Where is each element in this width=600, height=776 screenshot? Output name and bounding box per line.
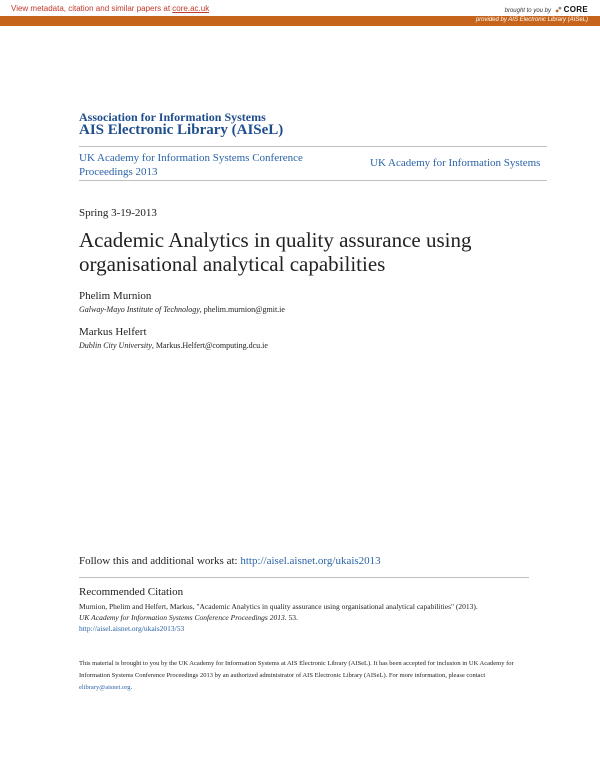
author-institution: Dublin City University <box>79 341 152 350</box>
follow-line <box>79 555 381 567</box>
citation-url[interactable]: http://aisel.aisnet.org/ukais2013/53 <box>79 624 185 633</box>
library-name[interactable]: AIS Electronic Library (AISeL) <box>79 122 284 138</box>
citation-source: UK Academy for Information Systems Conference Proceedings 2013 <box>79 613 285 622</box>
core-logo[interactable]: CORE <box>563 5 588 14</box>
citation-heading: Recommended Citation <box>79 586 184 598</box>
metadata-link[interactable] <box>11 4 209 13</box>
citation-page: . 53. <box>284 613 298 622</box>
provided-by-text[interactable]: provided by AIS Electronic Library (AISeL) <box>475 17 588 23</box>
author-email[interactable]: Markus.Helfert@computing.dcu.ie <box>155 341 268 350</box>
divider-bottom <box>79 180 547 181</box>
author-affiliation: Galway-Mayo Institute of Technology, phelim.murnion@gmit.ie <box>79 305 285 314</box>
divider-top <box>79 146 547 147</box>
author-name[interactable]: Markus Helfert <box>79 326 147 338</box>
paper-title: Academic Analytics in quality assurance using organisational analytical capabilities <box>79 228 472 276</box>
brought-by-text: brought to you by <box>504 8 551 14</box>
follow-text: Follow this and additional works at: <box>79 555 241 567</box>
divider-citation <box>79 577 529 578</box>
author-name[interactable]: Phelim Murnion <box>79 290 152 302</box>
citation-body <box>79 601 539 634</box>
contact-email-link[interactable]: elibrary@aisnet.org <box>79 684 131 691</box>
provided-by-bar <box>0 16 600 26</box>
author-affiliation: Dublin City University, Markus.Helfert@computing.dcu.ie <box>79 341 268 350</box>
proceedings-link[interactable]: UK Academy for Information Systems Conference Proceedings 2013 <box>79 152 303 178</box>
core-logo-icon <box>555 6 562 13</box>
follow-link[interactable]: http://aisel.aisnet.org/ukais2013 <box>240 555 381 567</box>
author-institution: Galway-Mayo Institute of Technology <box>79 305 200 314</box>
publication-date: Spring 3-19-2013 <box>79 207 157 219</box>
notice-text: This material is brought to you by the UK Academy for Information Systems at AIS Electronic Library (AISeL). It has been accepted for inclusion in UK Academy for Information Systems Conference Proceedings 2013 by an authorized administrator of AIS Electronic Library (AISeL). For more information, please contact <box>79 660 514 679</box>
association-name[interactable]: Association for Information Systems <box>79 110 266 124</box>
metadata-text: View metadata, citation and similar papers at <box>11 4 173 13</box>
core-header <box>0 0 600 16</box>
author-email[interactable]: phelim.murnion@gmit.ie <box>203 305 285 314</box>
academy-link[interactable]: UK Academy for Information Systems <box>370 157 541 169</box>
citation-authors: Murnion, Phelim and Helfert, Markus, "Academic Analytics in quality assurance using organisational analytical capabilities" (2013). <box>79 602 478 611</box>
repository-notice <box>79 658 539 694</box>
notice-end: . <box>130 684 133 691</box>
brought-by <box>505 5 588 14</box>
core-link[interactable]: core.ac.uk <box>172 4 210 13</box>
